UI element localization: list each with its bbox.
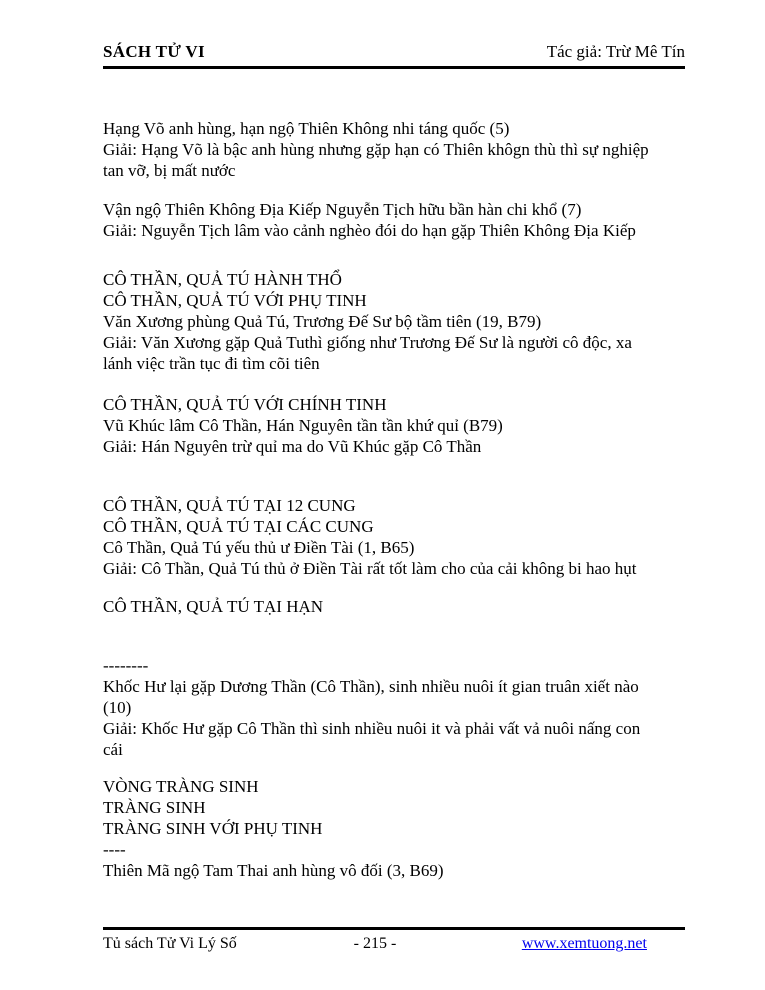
text-line: Hạng Võ anh hùng, hạn ngộ Thiên Không nhi táng quốc (5) bbox=[103, 119, 510, 138]
text-block bbox=[103, 596, 703, 617]
text-line: ---- bbox=[103, 840, 126, 859]
text-line: Giải: Văn Xương gặp Quả Tuthì giống như Trương Đế Sư là người cô độc, xa bbox=[103, 333, 632, 352]
text-line: Thiên Mã ngộ Tam Thai anh hùng vô đối (3, B69) bbox=[103, 861, 444, 880]
text-line: (10) bbox=[103, 698, 132, 717]
text-line: Giải: Hạng Võ là bậc anh hùng nhưng gặp hạn có Thiên khôgn thù thì sự nghiệp bbox=[103, 140, 649, 159]
text-line: cái bbox=[103, 740, 123, 759]
text-block bbox=[103, 495, 703, 579]
author-credit: Tác giả: Trừ Mê Tín bbox=[546, 42, 685, 61]
text-block bbox=[103, 199, 703, 241]
text-line: Cô Thần, Quả Tú yếu thủ ư Điền Tài (1, B65) bbox=[103, 538, 415, 557]
text-line: CÔ THẦN, QUẢ TÚ TẠI CÁC CUNG bbox=[103, 517, 374, 536]
text-line: Khốc Hư lại gặp Dương Thần (Cô Thần), sinh nhiều nuôi ít gian truân xiết nào bbox=[103, 677, 639, 696]
text-line: Giải: Cô Thần, Quả Tú thủ ở Điền Tài rất tốt làm cho của cải không bi hao hụt bbox=[103, 559, 637, 578]
book-title: SÁCH TỬ VI bbox=[103, 42, 205, 61]
text-line: CÔ THẦN, QUẢ TÚ TẠI 12 CUNG bbox=[103, 496, 356, 515]
text-line: CÔ THẦN, QUẢ TÚ TẠI HẠN bbox=[103, 597, 324, 616]
text-line: TRÀNG SINH bbox=[103, 798, 206, 817]
text-line: Vận ngộ Thiên Không Địa Kiếp Nguyễn Tịch hữu bần hàn chi khổ (7) bbox=[103, 200, 582, 219]
text-line: -------- bbox=[103, 656, 149, 675]
text-line: lánh việc trần tục đi tìm cõi tiên bbox=[103, 354, 320, 373]
text-line: TRÀNG SINH VỚI PHỤ TINH bbox=[103, 819, 323, 838]
text-block bbox=[103, 394, 703, 457]
text-line: CÔ THẦN, QUẢ TÚ HÀNH THỔ bbox=[103, 270, 342, 289]
text-block bbox=[103, 776, 703, 881]
text-line: Giải: Nguyễn Tịch lâm vào cảnh nghèo đói do hạn gặp Thiên Không Địa Kiếp bbox=[103, 221, 636, 240]
text-block bbox=[103, 118, 703, 181]
text-line: Giải: Hán Nguyên trừ quỉ ma do Vũ Khúc gặp Cô Thần bbox=[103, 437, 482, 456]
text-line: Văn Xương phùng Quả Tú, Trương Đế Sư bộ tầm tiên (19, B79) bbox=[103, 312, 542, 331]
text-line: Vũ Khúc lâm Cô Thần, Hán Nguyên tần tần khứ quỉ (B79) bbox=[103, 416, 503, 435]
website-link[interactable]: www.xemtuong.net bbox=[521, 935, 647, 952]
text-block bbox=[103, 655, 703, 760]
page-number: - 215 - bbox=[353, 935, 397, 952]
text-line: tan vỡ, bị mất nước bbox=[103, 161, 236, 180]
text-line: VÒNG TRÀNG SINH bbox=[103, 777, 259, 796]
footer-site-cell bbox=[466, 934, 685, 953]
text-line: Giải: Khốc Hư gặp Cô Thần thì sinh nhiều nuôi it và phải vất vả nuôi nấng con bbox=[103, 719, 641, 738]
footer-series-title: Tủ sách Tử Vi Lý Số bbox=[103, 935, 237, 952]
text-block bbox=[103, 269, 703, 374]
page-footer bbox=[103, 927, 685, 953]
text-line: CÔ THẦN, QUẢ TÚ VỚI CHÍNH TINH bbox=[103, 395, 387, 414]
text-line: CÔ THẦN, QUẢ TÚ VỚI PHỤ TINH bbox=[103, 291, 367, 310]
